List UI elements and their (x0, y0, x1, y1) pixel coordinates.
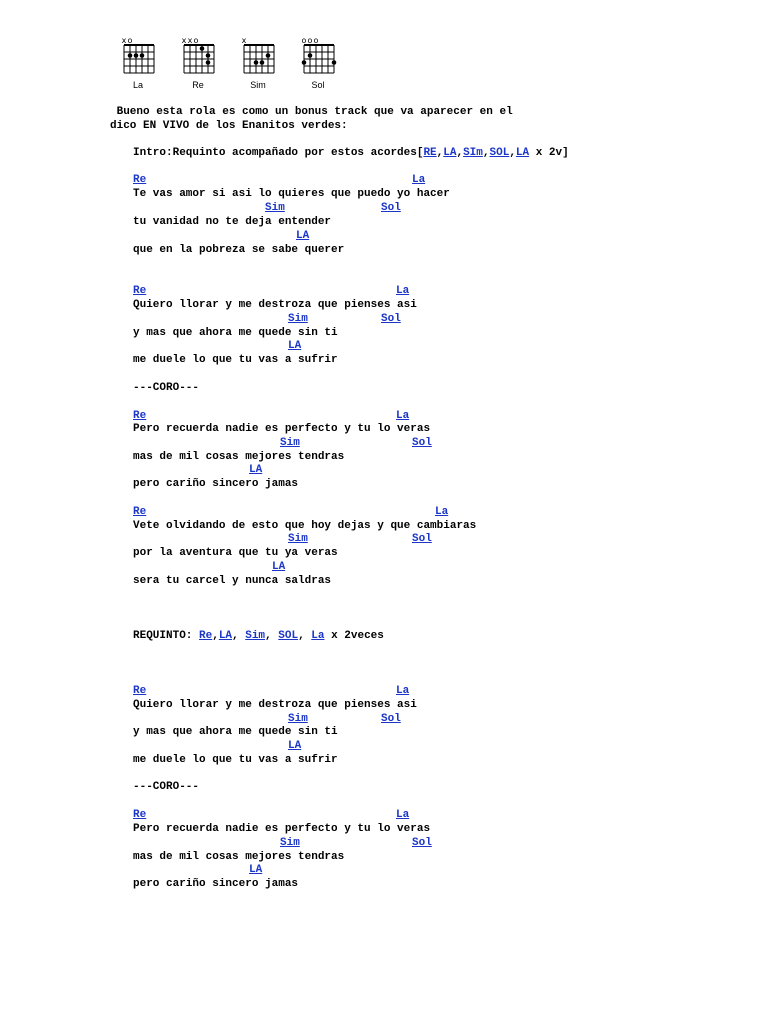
chord-link-sol[interactable]: Sol (412, 437, 432, 449)
chord-link-sim[interactable]: Sim (288, 533, 308, 545)
chord-link-sol[interactable]: Sol (381, 313, 401, 325)
lyric-line: mas de mil cosas mejores tendras (133, 851, 345, 863)
chord-diagram-la-grid (118, 36, 162, 80)
chord-link-la[interactable]: LA (443, 147, 457, 159)
chord-row (0, 202, 700, 215)
chord-link-la[interactable]: LA (296, 230, 310, 242)
muted-string-mark: x (241, 36, 247, 45)
chord-row (0, 437, 700, 450)
lyric-line: que en la pobreza se sabe querer (133, 244, 345, 256)
finger-dot (308, 53, 313, 58)
chord-diagram-sim (238, 36, 282, 92)
chord-link-re[interactable]: Re (133, 174, 147, 186)
chord-row (0, 809, 700, 822)
chord-link-la[interactable]: La (396, 685, 410, 697)
chord-link-sol[interactable]: Sol (381, 202, 401, 214)
finger-dot (134, 53, 139, 58)
lyric-line: tu vanidad no te deja entender (133, 216, 332, 228)
chord-link-la[interactable]: LA (218, 630, 233, 642)
chord-diagram-re (178, 36, 222, 92)
finger-dot (302, 60, 307, 65)
open-string-mark: o (307, 36, 313, 45)
lyric-line: Vete olvidando de esto que hoy dejas y que cambiaras (133, 520, 477, 532)
muted-string-mark: x (187, 36, 193, 45)
chord-row (0, 561, 700, 574)
chord-link-sim[interactable]: Sim (280, 437, 300, 449)
chord-link-re[interactable]: Re (133, 506, 147, 518)
muted-string-mark: x (121, 36, 127, 45)
chord-link-la[interactable]: La (396, 285, 410, 297)
chord-row (0, 340, 700, 353)
chord-diagram-sol (298, 36, 342, 92)
chord-link-sim[interactable]: SIm (463, 147, 483, 159)
chord-row (0, 174, 700, 187)
intro-chords-line: Intro:Requinto acompañado por estos acordes[RE,LA,SIm,SOL,LA x 2v] (133, 147, 569, 159)
intro-line-1: Bueno esta rola es como un bonus track que va aparecer en el (110, 106, 513, 118)
lyric-line: Pero recuerda nadie es perfecto y tu lo veras (133, 423, 431, 435)
lyric-line: por la aventura que tu ya veras (133, 547, 338, 559)
chord-diagram-name: Sol (311, 80, 325, 90)
chord-link-sol[interactable]: Sol (412, 837, 432, 849)
chord-link-sim[interactable]: Sim (280, 837, 300, 849)
lyric-line: pero cariño sincero jamas (133, 878, 299, 890)
chord-row (0, 685, 700, 698)
chord-link-la[interactable]: LA (515, 147, 530, 159)
chord-link-la[interactable]: LA (249, 464, 263, 476)
chord-link-la[interactable]: La (396, 809, 410, 821)
requinto-prefix: REQUINTO: (133, 630, 200, 642)
open-string-mark: o (301, 36, 307, 45)
chord-diagram-re-grid (178, 36, 222, 80)
chord-diagram-name: Re (192, 80, 204, 90)
chord-row (0, 410, 700, 423)
chord-diagram-sim-grid (238, 36, 282, 80)
muted-string-mark: x (181, 36, 187, 45)
lyric-line: Te vas amor si asi lo quieres que puedo yo hacer (133, 188, 450, 200)
finger-dot (260, 60, 265, 65)
lyric-line: pero cariño sincero jamas (133, 478, 299, 490)
lyric-line: sera tu carcel y nunca saldras (133, 575, 332, 587)
chord-link-sim[interactable]: Sim (288, 713, 308, 725)
chord-diagrams (118, 36, 358, 92)
chord-row (0, 740, 700, 753)
chord-link-sol[interactable]: SOL (278, 630, 299, 642)
chord-row (0, 464, 700, 477)
coro-label: ---CORO--- (133, 781, 200, 793)
finger-dot (266, 53, 271, 58)
lyric-line: mas de mil cosas mejores tendras (133, 451, 345, 463)
finger-dot (200, 46, 205, 51)
chord-link-re[interactable]: Re (133, 410, 147, 422)
chord-link-sol[interactable]: Sol (412, 533, 432, 545)
chord-link-sim[interactable]: Sim (265, 202, 285, 214)
chord-link-sim[interactable]: Sim (245, 630, 266, 642)
chord-diagram-name: Sim (250, 80, 266, 90)
chord-link-la[interactable]: LA (272, 561, 286, 573)
lyric-line: me duele lo que tu vas a sufrir (133, 354, 338, 366)
lyric-line: y mas que ahora me quede sin ti (133, 327, 338, 339)
chord-row (0, 230, 700, 243)
finger-dot (254, 60, 259, 65)
finger-dot (332, 60, 337, 65)
open-string-mark: o (193, 36, 199, 45)
chord-link-la[interactable]: LA (288, 340, 302, 352)
chord-row (0, 506, 700, 519)
chord-diagram-name: La (132, 80, 143, 90)
chord-row (0, 285, 700, 298)
lyric-line: y mas que ahora me quede sin ti (133, 726, 338, 738)
chord-link-re[interactable]: Re (133, 809, 147, 821)
chord-link-sol[interactable]: SOL (489, 147, 510, 159)
requinto-suffix: x 2veces (324, 630, 384, 642)
chord-link-re[interactable]: Re (133, 285, 147, 297)
chord-link-la[interactable]: La (412, 174, 426, 186)
finger-dot (206, 53, 211, 58)
finger-dot (206, 60, 211, 65)
chord-row (0, 313, 700, 326)
lyric-line: Quiero llorar y me destroza que pienses asi (133, 299, 417, 311)
lyric-line: Quiero llorar y me destroza que pienses asi (133, 699, 417, 711)
chord-link-sol[interactable]: Sol (381, 713, 401, 725)
chord-diagram-sol-grid (298, 36, 342, 80)
chord-row (0, 533, 700, 546)
intro-chords-prefix: Intro:Requinto acompañado por estos acordes[ (133, 147, 424, 159)
requinto-line: REQUINTO: Re,LA, Sim, SOL, La x 2veces (133, 630, 384, 642)
chord-link-la[interactable]: La (396, 410, 410, 422)
chord-link-la[interactable]: LA (288, 740, 302, 752)
chord-row (0, 713, 700, 726)
chord-link-la[interactable]: LA (249, 864, 263, 876)
chord-link-la[interactable]: La (435, 506, 449, 518)
chord-row (0, 837, 700, 850)
finger-dot (140, 53, 145, 58)
coro-label: ---CORO--- (133, 382, 200, 394)
chord-link-la[interactable]: La (311, 630, 325, 642)
intro-line-2: dico EN VIVO de los Enanitos verdes: (110, 120, 348, 132)
lyric-line: Pero recuerda nadie es perfecto y tu lo veras (133, 823, 431, 835)
intro-chords-suffix: x 2v] (529, 147, 569, 159)
lyric-line: me duele lo que tu vas a sufrir (133, 754, 338, 766)
chord-link-re[interactable]: RE (423, 147, 437, 159)
chord-link-re[interactable]: Re (133, 685, 147, 697)
open-string-mark: o (127, 36, 133, 45)
finger-dot (128, 53, 133, 58)
open-string-mark: o (313, 36, 319, 45)
chord-diagram-la (118, 36, 162, 92)
chord-row (0, 864, 700, 877)
chord-link-re[interactable]: Re (199, 630, 213, 642)
chord-link-sim[interactable]: Sim (288, 313, 308, 325)
